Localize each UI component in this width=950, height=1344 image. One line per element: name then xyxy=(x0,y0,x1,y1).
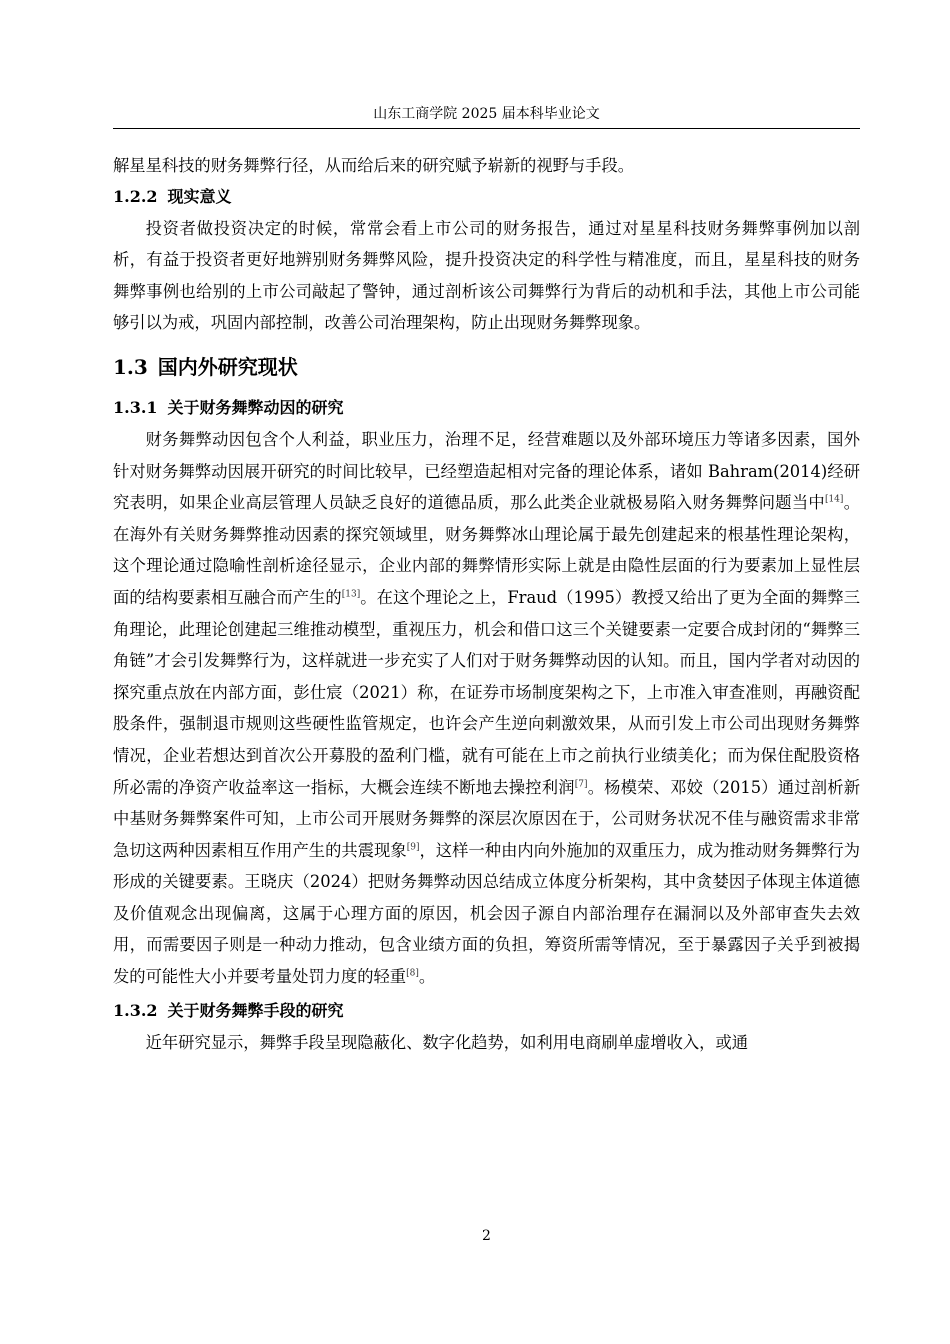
heading-title: 现实意义 xyxy=(167,186,232,206)
text-segment: 。在海外有关财务舞弊推动因素的探究领域里，财务舞弊冰山理论属于最先创建起来的根基性理论架构，这个理论通过隐喻性剖析途径显示，企业内部的舞弊情形实际上就是由隐性层面的行为要素加上显性层面的结构要素相互融合而产生的 xyxy=(113,493,860,607)
text-segment: 。杨模荣、邓姣（2015）通过剖析新中基财务舞弊案件可知，上市公司开展财务舞弊的深层次原因在于，公司财务状况不佳与融资需求非常急切这两种因素相互作用产生的共震现象 xyxy=(113,777,860,860)
citation-14: [14] xyxy=(824,494,844,505)
citation-8: [8] xyxy=(406,968,419,979)
heading-1-3-1 xyxy=(113,396,860,420)
heading-1-3 xyxy=(113,352,860,382)
heading-title: 关于财务舞弊动因的研究 xyxy=(167,397,344,417)
heading-number: 1.3.1 xyxy=(113,397,158,417)
heading-1-3-2 xyxy=(113,999,860,1023)
page-number: 2 xyxy=(482,1228,491,1244)
heading-title: 关于财务舞弊手段的研究 xyxy=(167,1000,344,1020)
heading-number: 1.2.2 xyxy=(113,186,158,206)
body-paragraph-continued: 解星星科技的财务舞弊行径，从而给后来的研究赋予崭新的视野与手段。 xyxy=(113,156,635,175)
body-paragraph-significance: 投资者做投资决定的时候，常常会看上市公司的财务报告，通过对星星科技财务舞弊事例加以剖析，有益于投资者更好地辨别财务舞弊风险，提升投资决定的科学性与精准度，而且，星星科技的财务舞弊事例也给别的上市公司敲起了警钟，通过剖析该公司舞弊行为背后的动机和手法，其他上市公司能够引以为戒，巩固内部控制，改善公司治理架构，防止出现财务舞弊现象。 xyxy=(113,218,860,333)
heading-number: 1.3 xyxy=(113,354,148,379)
page-body xyxy=(113,150,860,1058)
citation-9: [9] xyxy=(406,842,420,853)
header-rule xyxy=(113,128,860,129)
citation-13: [13] xyxy=(341,589,361,600)
running-header: 山东工商学院 2025 届本科毕业论文 xyxy=(373,106,600,122)
heading-1-2-2 xyxy=(113,185,860,209)
body-paragraph-methods: 近年研究显示，舞弊手段呈现隐蔽化、数字化趋势，如利用电商刷单虚增收入，或通 xyxy=(145,1032,749,1052)
citation-7: [7] xyxy=(574,779,588,790)
text-segment: 财务舞弊动因包含个人利益，职业压力，治理不足，经营难题以及外部环境压力等诸多因素，国外针对财务舞弊动因展开研究的时间比较早，已经塑造起相对完备的理论体系，诸如 Bahram(2014)经研究表明，如果企业高层管理人员缺乏良好的道德品质，那么此类企业就极易陷入财务舞弊问题当中 xyxy=(113,429,860,513)
text-segment: 。 xyxy=(418,967,436,987)
text-segment: 。在这个理论之上，Fraud（1995）教授又给出了更为全面的舞弊三角理论，此理论创建起三维推动模型，重视压力，机会和借口这三个关键要素一定要合成封闭的“舞弊三角链”才会引发舞弊行为，这样就进一步充实了人们对于财务舞弊动因的认知。而且，国内学者对动因的探究重点放在内部方面，彭仕宸（2021）称，在证券市场制度架构之下，上市准入审查准则，再融资配股条件，强制退市规则这些硬性监管规定，也许会产生逆向刺激效果，从而引发上市公司出现财务舞弊情况，企业若想达到首次公开募股的盈利门槛，就有可能在上市之前执行业绩美化；而为保住配股资格所必需的净资产收益率这一指标，大概会连续不断地去操控利润 xyxy=(113,587,860,797)
heading-number: 1.3.2 xyxy=(113,1000,158,1020)
heading-title: 国内外研究现状 xyxy=(157,354,298,379)
body-paragraph-motives xyxy=(113,424,860,993)
text-segment: ，这样一种由内向外施加的双重压力，成为推动财务舞弊行为形成的关键要素。王晓庆（2024）把财务舞弊动因总结成立体度分析架构，其中贪婪因子体现主体道德及价值观念出现偏离，这属于心理方面的原因，机会因子源自内部治理存在漏洞以及外部审查失去效用，而需要因子则是一种动力推动，包含业绩方面的负担，筹资所需等情况，至于暴露因子关乎到被揭发的可能性大小并要考量处罚力度的轻重 xyxy=(113,840,860,987)
